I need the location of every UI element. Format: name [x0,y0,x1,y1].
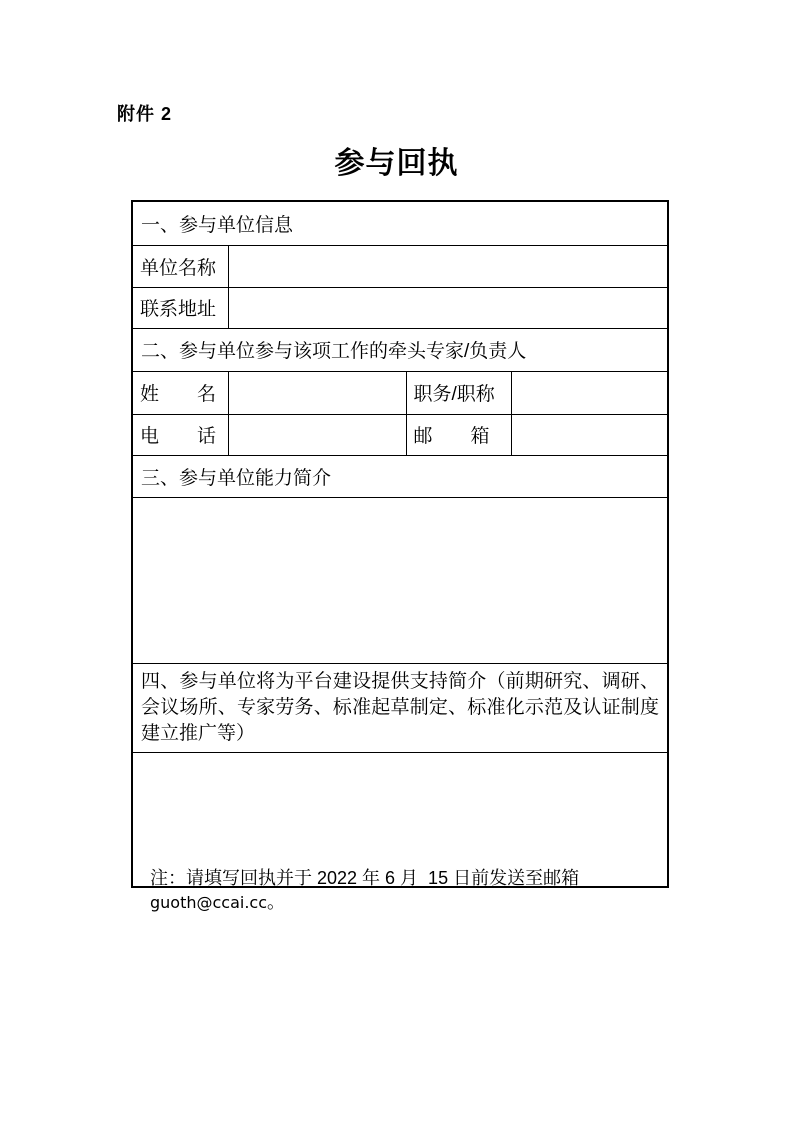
page-title: 参与回执 [334,147,459,180]
capability-intro-input[interactable] [132,497,668,663]
footer-note-prefix: 注：请填写回执并于 2022 年 6 月 15 日前发送至邮箱 [150,868,585,888]
phone-input[interactable] [228,414,406,455]
email-input[interactable] [511,414,668,455]
person-name-label: 姓 名 [132,371,228,414]
attachment-label: 附件 2 [117,104,173,124]
section2-header: 二、参与单位参与该项工作的牵头专家/负责人 [132,328,668,371]
contact-address-input[interactable] [228,287,668,328]
email-label: 邮 箱 [406,414,511,455]
phone-label: 电 话 [132,414,228,455]
section4-header: 四、参与单位将为平台建设提供支持简介（前期研究、调研、会议场所、专家劳务、标准起草制定、标准化示范及认证制度建立推广等） [132,663,668,752]
person-name-input[interactable] [228,371,406,414]
footer-note-email: guoth@ccai.cc [150,893,268,912]
footer-note-suffix: 。 [267,892,286,912]
section1-header: 一、参与单位信息 [132,201,668,245]
footer-note [150,866,690,915]
contact-address-label: 联系地址 [132,287,228,328]
unit-name-label: 单位名称 [132,245,228,287]
section3-header: 三、参与单位能力简介 [132,455,668,497]
receipt-form-table [131,200,669,888]
job-title-label: 职务/职称 [406,371,511,414]
job-title-input[interactable] [511,371,668,414]
unit-name-input[interactable] [228,245,668,287]
